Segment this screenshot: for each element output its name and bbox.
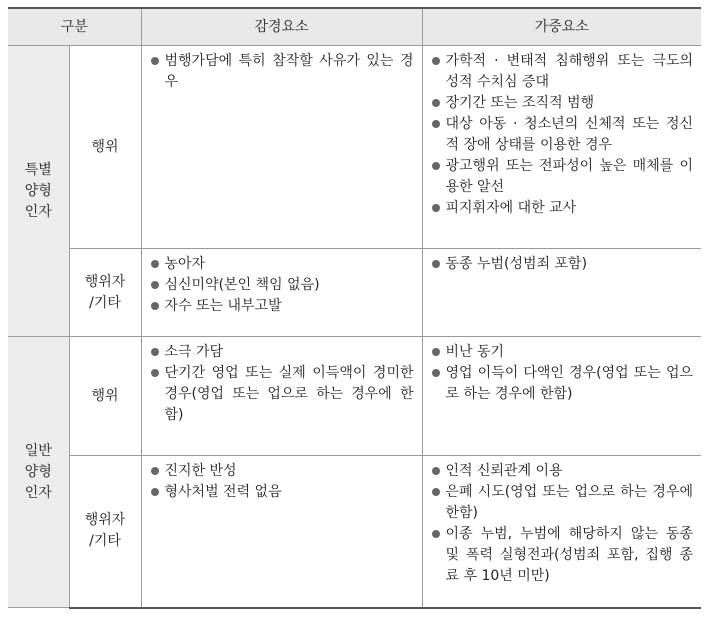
mitigating-cell [141, 456, 422, 608]
aggravating-cell [422, 46, 701, 249]
header-category: 구분 [8, 8, 141, 46]
group-label-general [8, 337, 69, 608]
list-item: 형사처벌 전력 없음 [148, 482, 414, 503]
list-item: 대상 아동 · 청소년의 신체적 또는 정신적 장애 상태를 이용한 경우 [429, 114, 694, 156]
sub-category-label: 행위자 [84, 512, 126, 529]
aggravating-cell [422, 456, 701, 608]
table-row [8, 46, 701, 249]
list-item: 광고행위 또는 전파성이 높은 매체를 이용한 알선 [429, 156, 694, 198]
sub-category-label: 행위 [91, 387, 119, 404]
sub-category-label: /기타 [89, 294, 121, 311]
sub-category-actor-other [69, 249, 141, 337]
sub-category-actor-other [69, 456, 141, 608]
list-item: 이종 누범, 누범에 해당하지 않는 동종 및 폭력 실형전과(성범죄 포함, 집행 종료 후 10년 미만) [429, 524, 694, 587]
list-item: 은폐 시도(영업 또는 업으로 하는 경우에 한함) [429, 482, 694, 524]
list-item: 진지한 반성 [148, 461, 414, 482]
list-item: 피지휘자에 대한 교사 [429, 198, 694, 219]
mitigating-cell [141, 249, 422, 337]
list-item: 심신미약(본인 책임 없음) [148, 275, 414, 296]
sub-category-act [69, 337, 141, 456]
sub-category-label: 행위자 [84, 273, 126, 290]
table-row [8, 249, 701, 337]
aggravating-cell [422, 249, 701, 337]
list-item: 단기간 영업 또는 실제 이득액이 경미한 경우(영업 또는 업으로 하는 경우에 한함) [148, 363, 414, 426]
mitigating-cell [141, 46, 422, 249]
list-item: 비난 동기 [429, 342, 694, 363]
group-label-line: 인자 [24, 484, 52, 501]
list-item: 농아자 [148, 254, 414, 275]
table-row [8, 337, 701, 456]
list-item: 영업 이득이 다액인 경우(영업 또는 업으로 하는 경우에 한함) [429, 363, 694, 405]
sub-category-act [69, 46, 141, 249]
list-item: 자수 또는 내부고발 [148, 296, 414, 317]
group-label-line: 일반 [24, 442, 52, 459]
sentencing-factors-table [8, 7, 701, 609]
list-item: 소극 가담 [148, 342, 414, 363]
group-label-line: 양형 [24, 463, 52, 480]
group-label-line: 특별 [24, 161, 52, 178]
list-item: 가학적 · 변태적 침해행위 또는 극도의 성적 수치심 증대 [429, 51, 694, 93]
list-item: 동종 누범(성범죄 포함) [429, 254, 694, 275]
mitigating-cell [141, 337, 422, 456]
group-label-special [8, 46, 69, 337]
list-item: 인적 신뢰관계 이용 [429, 461, 694, 482]
list-item: 범행가담에 특히 참작할 사유가 있는 경우 [148, 51, 414, 93]
sub-category-label: 행위 [91, 138, 119, 155]
header-row [8, 8, 701, 46]
sub-category-label: /기타 [89, 533, 121, 550]
group-label-line: 양형 [24, 182, 52, 199]
list-item: 장기간 또는 조직적 범행 [429, 93, 694, 114]
header-mitigating: 감경요소 [141, 8, 422, 46]
header-aggravating: 가중요소 [422, 8, 701, 46]
aggravating-cell [422, 337, 701, 456]
group-label-line: 인자 [24, 203, 52, 220]
table-row [8, 456, 701, 608]
